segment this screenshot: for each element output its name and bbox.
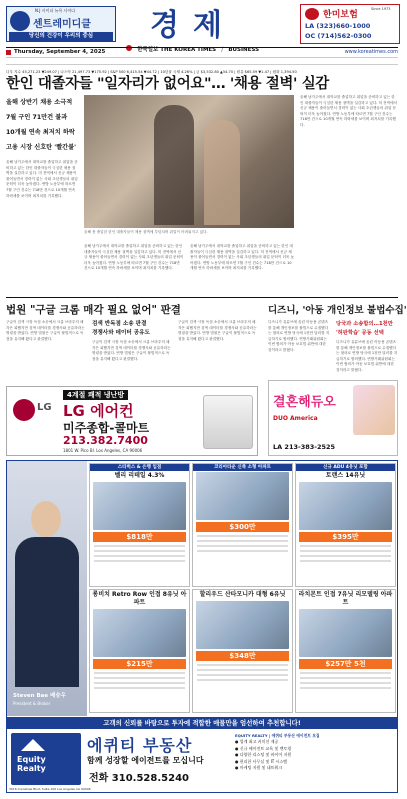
realty-logo-text: Equity Realty bbox=[17, 755, 46, 773]
lead-subhead-2: 7월 구인 71만건 불과 bbox=[6, 114, 68, 121]
listing-detail-line bbox=[300, 687, 391, 689]
listing-card[interactable] bbox=[89, 463, 190, 587]
listing-detail-line bbox=[300, 545, 391, 547]
listing-photo bbox=[93, 482, 186, 530]
listing-card[interactable] bbox=[295, 463, 396, 587]
realty-headline: 고객의 신뢰를 바탕으로 투자에 적합한 매물만을 엄선하여 추천합니다! bbox=[7, 717, 397, 729]
listing-title: 벨리 리테일 4.3% bbox=[114, 472, 165, 479]
lg-tag: 4계절 쾌적 냉난방 bbox=[63, 390, 128, 400]
listing-detail-line bbox=[94, 672, 185, 674]
listing-detail-line bbox=[94, 687, 185, 689]
recruit-point: ● 편리한 사무실 및 IT 시스템 bbox=[235, 758, 288, 764]
listing-price: $215만 bbox=[93, 659, 186, 669]
listing-detail-line bbox=[94, 560, 185, 562]
listing-detail-line bbox=[94, 555, 185, 557]
listing-detail-line bbox=[94, 682, 185, 684]
story2-subheads bbox=[92, 320, 172, 338]
ad-right-name: 한미보험 bbox=[323, 10, 358, 20]
listing-detail-line bbox=[197, 545, 288, 547]
listing-tag: 코리아타운 신축 소형 아파트 bbox=[193, 464, 292, 471]
listing-photo bbox=[93, 609, 186, 657]
listing-detail-line bbox=[94, 677, 185, 679]
listing-title: 할리우드 산타모니카 대형 6유닛 bbox=[199, 591, 286, 598]
lg-address: 1801 W. Pico Bl. Los Angeles, CA 90006 bbox=[63, 448, 143, 453]
listing-detail-line bbox=[300, 672, 391, 674]
listing-price: $348만 bbox=[196, 651, 289, 661]
lg-phone: 213.382.7400 bbox=[63, 434, 148, 447]
duo-brand: DUO America bbox=[273, 415, 318, 422]
listing-photo bbox=[299, 609, 392, 657]
lg-product: LG 에어컨 bbox=[63, 402, 134, 420]
masthead-ad-left[interactable] bbox=[6, 6, 116, 42]
listing-detail-line bbox=[197, 550, 288, 552]
ad-right-phone-la: LA (323)660-1000 bbox=[305, 22, 371, 30]
lg-ad[interactable] bbox=[6, 386, 258, 456]
story3-sub-1: 당국과 소송합의…1천만 bbox=[336, 321, 393, 327]
listing-detail-line bbox=[300, 560, 391, 562]
listing-detail-line bbox=[197, 679, 288, 681]
ac-unit-image bbox=[203, 395, 253, 449]
story2-body-col1: 구글이 검색 시장 독점 소송에서 크롬 브라우저 매각은 피했지만 검색 데이터를 경쟁사와 공유하라는 명령을 받았다. 연방 법원은 구글이 불법적으로 독점을 유지해 왔다고 판결했다. bbox=[6, 320, 85, 341]
agent-head bbox=[31, 501, 61, 537]
listing-photo bbox=[196, 601, 289, 649]
ad-left-name: 센트레미디클 bbox=[33, 19, 91, 30]
lead-subhead-1: 올해 상반기 채용 소극적 bbox=[6, 99, 73, 106]
ticker-text: 다우 지수 45,271.23 ▼249.07 | 나스닥 21,497.73 ▼175.92 | S&P 500 6,415.54 ▼44.72 | 10년물 국채 4.26% | 금 $3,532.80 ▲54.70 | 원유 $65.59 ▼1.47 | 원화 1,394.50 bbox=[6, 70, 297, 74]
ad-right-phone-oc: OC (714)562-0300 bbox=[305, 32, 372, 40]
recruit-point: ● 다양한 리스팅 및 바이어 지원 bbox=[235, 752, 292, 757]
masthead bbox=[0, 0, 404, 52]
realty-phone[interactable]: 전화 310.528.5240 bbox=[89, 773, 189, 784]
agent-suit bbox=[15, 537, 79, 687]
listing-detail-line bbox=[300, 677, 391, 679]
agent-photo bbox=[7, 461, 87, 716]
listing-photo bbox=[299, 482, 392, 530]
recruit-title: EQUITY REALTY | 에퀴티 부동산 에이전트 모집 bbox=[235, 733, 320, 738]
realty-logo bbox=[11, 733, 81, 785]
listing-card[interactable] bbox=[295, 589, 396, 713]
recruit-box bbox=[235, 733, 395, 789]
listing-detail-line bbox=[300, 555, 391, 557]
listing-price: $818만 bbox=[93, 532, 186, 542]
agent-name: Steven Bae 배승우 bbox=[13, 693, 66, 699]
duo-couple-image bbox=[353, 385, 395, 435]
listing-tag: 스타벅스 & 은행 입점 bbox=[90, 464, 189, 471]
story3-headline[interactable]: 디즈니, '아동 개인정보 불법수집' bbox=[268, 305, 407, 316]
lead-body-col2: 올해 남가주에서 대학교를 졸업하고 취업을 준비하고 있는 한인 대졸자들이 극심한 채용 절벽을 실감하고 있다. 미 전역에서 신규 채용이 줄어들면서 경력이 없는 사회 초년생들의 취업 문턱이 더욱 높아졌다. 연방 노동부에 따르면 7월 구인 건수는 718만 건으로 10개월 연속 하락세를 보이며 최저치를 기록했다. bbox=[84, 244, 184, 271]
listing-detail-line bbox=[94, 545, 185, 547]
story3-body-col1: 디즈니가 유튜브에 올린 아동용 콘텐츠를 통해 개인정보를 불법으로 수집했다는 혐의로 연방 당국에 1천만 달러를 지급하기로 합의했다. 연방거래위원회는 이번 합의가 아동 보호법 위반에 대한 것이라고 밝혔다. bbox=[268, 320, 330, 352]
listing-card[interactable] bbox=[89, 589, 190, 713]
recruit-point: ● 업계 최고 커미션 제공 bbox=[235, 739, 279, 744]
market-ticker bbox=[6, 57, 398, 74]
realty-company-kr: 에퀴티 부동산 bbox=[87, 736, 193, 755]
story2-sub-2: 경쟁사와 데이터 공유도 bbox=[92, 330, 150, 336]
section-divider bbox=[6, 297, 398, 298]
listing-detail-line bbox=[197, 535, 288, 537]
date-bar bbox=[6, 47, 398, 56]
story3-body-col2: 디즈니가 유튜브에 올린 아동용 콘텐츠를 통해 개인정보를 불법으로 수집했다는 혐의로 연방 당국에 1천만 달러를 지급하기로 합의했다. 연방거래위원회는 이번 합의가 아동 보호법 위반에 대한 것이라고 밝혔다. bbox=[336, 340, 398, 372]
lead-subheads bbox=[6, 95, 78, 155]
listing-detail-line bbox=[300, 682, 391, 684]
lg-logo-icon bbox=[13, 399, 35, 421]
lead-photo-person bbox=[204, 120, 240, 225]
listing-card[interactable] bbox=[192, 463, 293, 587]
listing-price: $395만 bbox=[299, 532, 392, 542]
masthead-section: BUSINESS bbox=[228, 47, 260, 53]
masthead-brand: 한국일보 THE KOREA TIMES bbox=[137, 47, 217, 53]
listing-detail-line bbox=[197, 664, 288, 666]
lead-subhead-4: 고용 시장 신호탄 '빨간불' bbox=[6, 144, 77, 151]
realty-ad[interactable] bbox=[6, 460, 398, 793]
listing-title: 라치몬트 인접 7유닛 리모델링 아파트 bbox=[298, 591, 393, 606]
lead-photo bbox=[84, 95, 294, 228]
story3-sub-2: '허판학습' 공동 선택 bbox=[336, 330, 384, 336]
recruit-point: ● 신규 에이전트 교육 및 멘토링 bbox=[235, 745, 292, 751]
duo-title: 결혼해듀오 bbox=[273, 395, 336, 410]
listing-title: 토랜스 14유닛 bbox=[325, 472, 366, 479]
listing-photo bbox=[196, 472, 289, 520]
masthead-title: 경제 bbox=[150, 8, 236, 43]
story2-sub-1: 검색 반독점 소송 판결 bbox=[92, 321, 147, 327]
ad-right-badge: Since 1973 bbox=[371, 7, 391, 11]
listing-tag: 신규 ADU 4유닛 포함 bbox=[296, 464, 395, 471]
masthead-section-sep: / bbox=[221, 46, 224, 53]
listing-title: 롱비치 Retro Row 인접 8유닛 아파트 bbox=[92, 591, 187, 606]
listing-detail-line bbox=[94, 550, 185, 552]
story2-headline[interactable]: 법원 "구글 크롬 매각 필요 없어" 판결 bbox=[6, 304, 181, 316]
story2-body-col3: 구글이 검색 시장 독점 소송에서 크롬 브라우저 매각은 피했지만 검색 데이터를 경쟁사와 공유하라는 명령을 받았다. 연방 법원은 구글이 불법적으로 독점을 유지해 왔다고 판결했다. bbox=[178, 320, 257, 341]
realty-tagline: 함께 성장할 에이전트를 모십니다 bbox=[87, 756, 204, 765]
masthead-ad-right[interactable] bbox=[300, 4, 400, 44]
duo-phone: LA 213-383-2525 bbox=[273, 443, 336, 451]
listing-detail-line bbox=[300, 550, 391, 552]
duo-ad[interactable] bbox=[268, 380, 398, 456]
ad-left-tag: N.J 사이더 뉴욕 사이다 bbox=[35, 8, 76, 13]
listing-detail-line bbox=[197, 540, 288, 542]
ad-right-logo-icon bbox=[305, 8, 319, 20]
lead-headline[interactable]: 한인 대졸자들 "일자리가 없어요"… '채용 절벽' 실감 bbox=[6, 76, 329, 92]
ad-left-logo-icon bbox=[10, 11, 30, 31]
story3-subheads bbox=[336, 320, 398, 338]
agent-title: President & Broker bbox=[13, 701, 51, 706]
website[interactable]: www.koreatimes.com bbox=[344, 49, 398, 55]
equity-house-icon bbox=[21, 739, 45, 751]
recruit-list bbox=[235, 739, 395, 772]
lead-photo-caption: 올해 봄 졸업한 한인 대졸자들이 채용 절벽에 부딪치며 취업이 어려워지고 있다. bbox=[84, 230, 208, 234]
ad-left-slogan: 당신의 건강이 우리의 중심 bbox=[9, 32, 113, 41]
listing-card[interactable] bbox=[192, 589, 293, 713]
lg-brand: LG bbox=[37, 402, 52, 413]
listing-detail-line bbox=[197, 674, 288, 676]
lead-body-col3: 올해 남가주에서 대학교를 졸업하고 취업을 준비하고 있는 한인 대졸자들이 극심한 채용 절벽을 실감하고 있다. 미 전역에서 신규 채용이 줄어들면서 경력이 없는 사회 초년생들의 취업 문턱이 더욱 높아졌다. 연방 노동부에 따르면 7월 구인 건수는 718만 건으로 10개월 연속 하락세를 보이며 최저치를 기록했다. bbox=[190, 244, 295, 271]
masthead-brand-row bbox=[126, 36, 276, 53]
lead-photo-person bbox=[154, 105, 194, 225]
listing-price: $257만 5천 bbox=[299, 659, 392, 669]
lead-subhead-3: 10개월 연속 최저치 하락 bbox=[6, 129, 75, 136]
lead-body-col4: 올해 남가주에서 대학교를 졸업하고 취업을 준비하고 있는 한인 대졸자들이 극심한 채용 절벽을 실감하고 있다. 미 전역에서 신규 채용이 줄어들면서 경력이 없는 사회 초년생들의 취업 문턱이 더욱 높아졌다. 연방 노동부에 따르면 7월 구인 건수는 718만 건으로 10개월 연속 하락세를 보이며 최저치를 기록했다. bbox=[300, 95, 398, 127]
lead-body-col1: 올해 남가주에서 대학교를 졸업하고 취업을 준비하고 있는 한인 대졸자들이 극심한 채용 절벽을 실감하고 있다. 미 전역에서 신규 채용이 줄어들면서 경력이 없는 사회 초년생들의 취업 문턱이 더욱 높아졌다. 연방 노동부에 따르면 7월 구인 건수는 718만 건으로 10개월 연속 하락세를 보이며 최저치를 기록했다. bbox=[6, 160, 78, 198]
listing-price: $300만 bbox=[196, 522, 289, 532]
recruit-point: ● 마케팅 지원 및 네트워크 bbox=[235, 765, 283, 770]
lg-dealer: 미주종합-콜마트 bbox=[63, 421, 150, 435]
story2-body-col2: 구글이 검색 시장 독점 소송에서 크롬 브라우저 매각은 피했지만 검색 데이터를 경쟁사와 공유하라는 명령을 받았다. 연방 법원은 구글이 불법적으로 독점을 유지해 왔다고 판결했다. bbox=[92, 340, 171, 361]
issue-date: Thursday, September 4, 2025 bbox=[14, 49, 106, 55]
listing-detail-line bbox=[197, 669, 288, 671]
date-bullet-icon bbox=[6, 50, 11, 55]
realty-address: 3016 Crenshaw Blvd, Suite 100 Los Angeles CA 90008 bbox=[9, 787, 91, 791]
listings-grid bbox=[89, 463, 397, 715]
